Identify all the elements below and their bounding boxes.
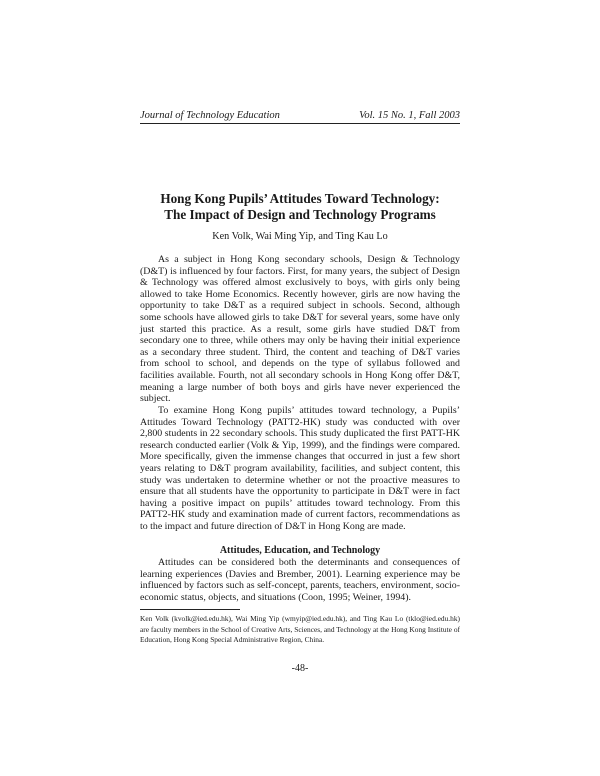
page-number: -48- [291,663,309,674]
footnote-divider [140,609,240,610]
journal-name: Journal of Technology Education [140,110,280,121]
body-paragraph: As a subject in Hong Kong secondary schools, Design & Technology (D&T) is influenced by four factors. First, for many years, the subject of Design & Technology was offered almost exclusively to boys, with girls only being allowed to take Home Economics. Recently however, girls are now having the opportunity to take D&T as a required subject in schools. Second, although some schools have allowed girls to take D&T for several years, some have only just started this practice. As a result, some girls have studied D&T from secondary one to three, while others may only be having their initial experience as a secondary three student. Third, the content and teaching of D&T varies from school to school, and depends on the type of syllabus followed and facilities available. Fourth, not all secondary schools in Hong Kong offer D&T, meaning a large number of both boys and girls have never experienced the subject. [140,254,460,405]
author-list: Ken Volk, Wai Ming Yip, and Ting Kau Lo [212,231,388,242]
title-line-1: Hong Kong Pupils’ Attitudes Toward Technology: [160,191,440,206]
section-paragraph: Attitudes can be considered both the determinants and consequences of learning experiences (Davies and Brember, 2001). Learning experience may be influenced by factors such as self-concept, parents, teachers, environment, socio-economic status, objects, and situations (Coon, 1995; Weiner, 1994). [140,557,460,603]
author-footnote: Ken Volk (kvolk@ied.edu.hk), Wai Ming Yip (wmyip@ied.edu.hk), and Ting Kau Lo (tklo@ied.edu.hk) are faculty members in the School of Creative Arts, Sciences, and Technology at the Hong Kong Institute of Education, Hong Kong Special Administrative Region, China. [140,614,460,645]
title-line-2: The Impact of Design and Technology Programs [164,207,436,222]
body-paragraph-2-block [140,405,460,533]
section-paragraph-block [140,557,460,603]
article-title [140,191,460,223]
volume-info: Vol. 15 No. 1, Fall 2003 [359,110,460,121]
section-heading: Attitudes, Education, and Technology [219,545,381,556]
body-paragraph-1-block [140,254,460,405]
running-header [140,110,460,124]
body-paragraph: To examine Hong Kong pupils’ attitudes toward technology, a Pupils’ Attitudes Toward Technology (PATT2-HK) study was conducted with over 2,800 students in 22 secondary schools. This study duplicated the first PATT-HK research conducted earlier (Volk & Yip, 1999), and the findings were compared. More specifically, given the immense changes that occurred in just a few short years relating to D&T program availability, facilities, and subject content, this study was undertaken to determine whether or not the proactive measures to ensure that all students have the opportunity to participate in D&T were in fact having a positive impact on pupils’ attitudes toward technology. From this PATT2-HK study and examination made of current factors, recommendations as to the impact and future direction of D&T in Hong Kong are made. [140,405,460,532]
